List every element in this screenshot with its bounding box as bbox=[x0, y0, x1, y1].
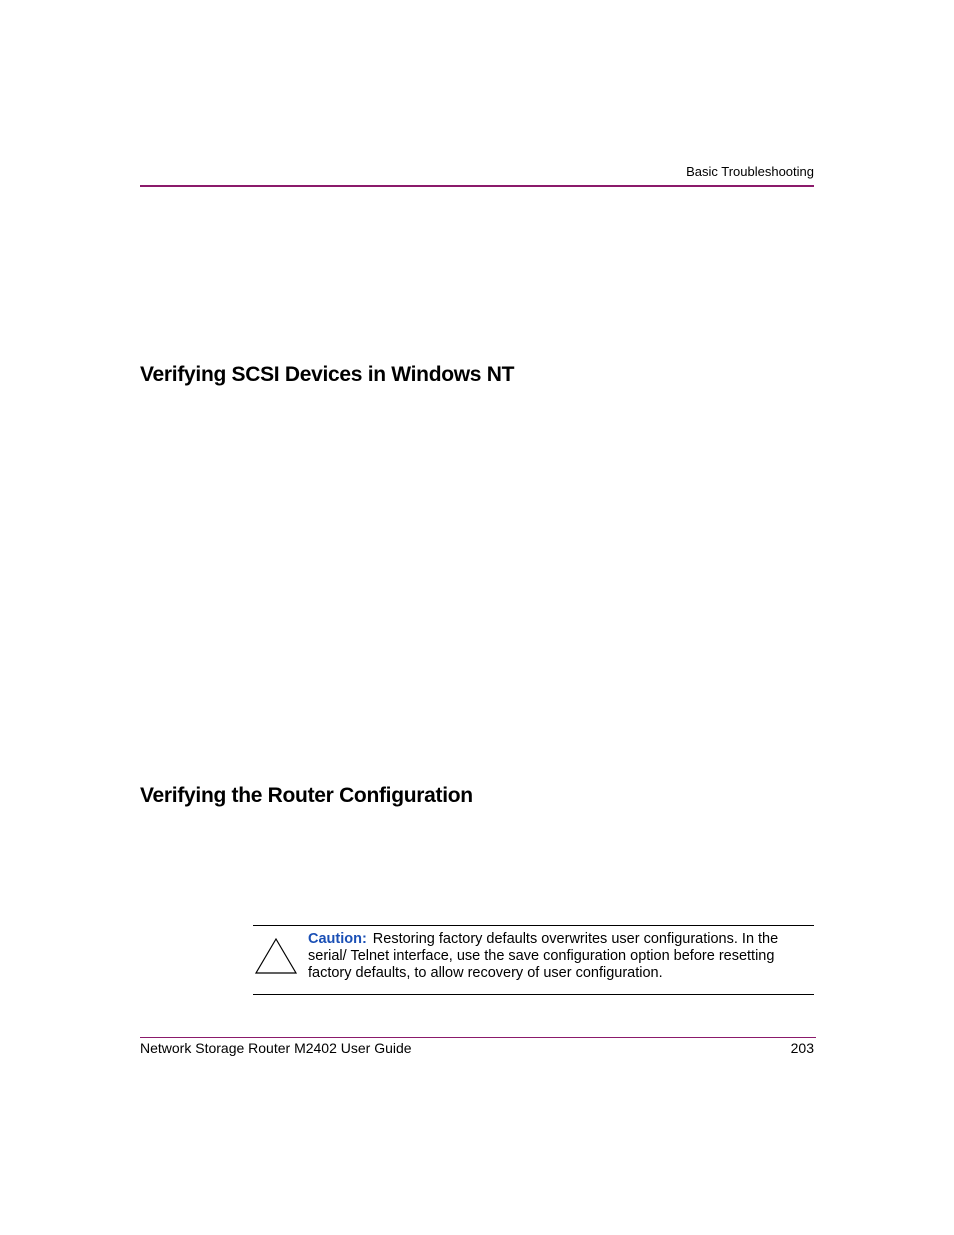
caution-message: Restoring factory defaults overwrites user configurations. In the serial/ Telnet interface, use the save configuration option before resetting factory defaults, to allow recovery of user configuration. bbox=[308, 931, 779, 981]
section-heading-verifying-router-configuration: Verifying the Router Configuration bbox=[140, 784, 473, 807]
footer-rule bbox=[140, 1037, 816, 1038]
caution-label: Caution: bbox=[308, 931, 367, 947]
footer-page-number: 203 bbox=[790, 1040, 814, 1056]
footer-document-title: Network Storage Router M2402 User Guide bbox=[140, 1040, 412, 1056]
section-heading-verifying-scsi-devices: Verifying SCSI Devices in Windows NT bbox=[140, 363, 515, 386]
warning-triangle-icon bbox=[254, 937, 298, 975]
header-rule bbox=[140, 185, 814, 187]
caution-text-block bbox=[308, 931, 808, 982]
caution-box bbox=[253, 925, 814, 995]
running-header: Basic Troubleshooting bbox=[686, 164, 814, 179]
